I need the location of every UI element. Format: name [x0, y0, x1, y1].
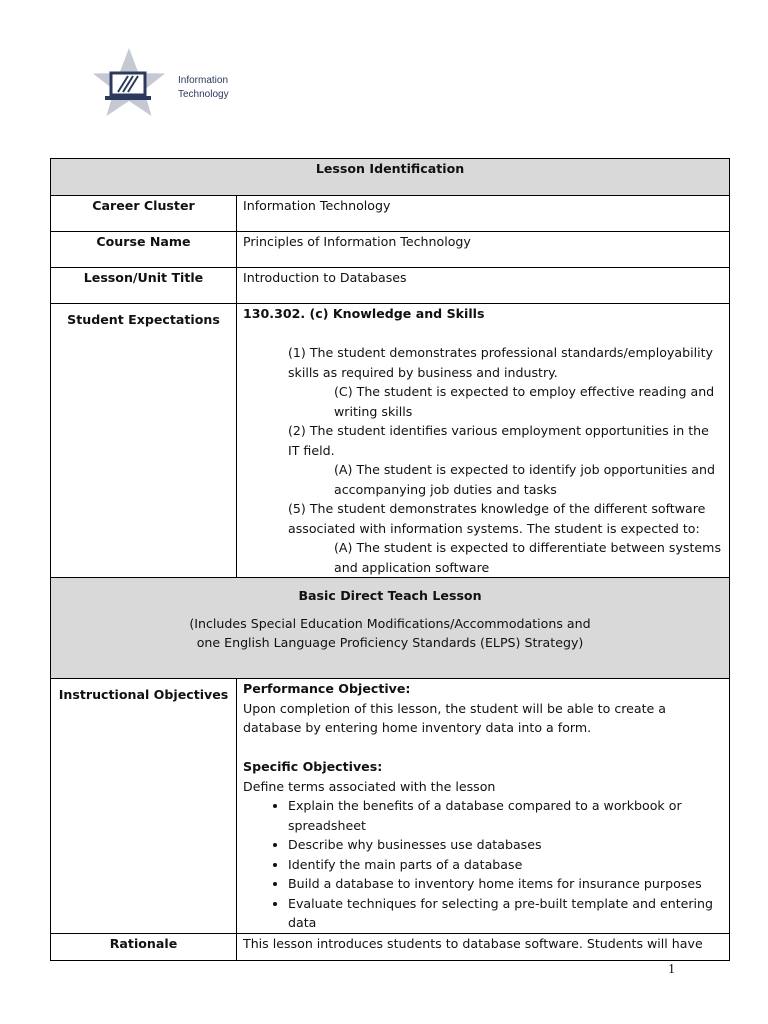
objective-item: • Describe why businesses use databases	[288, 835, 723, 855]
lesson-title-label: Lesson/Unit Title	[51, 268, 237, 304]
expectation-item: (A) The student is expected to differentiate between systems and application software	[334, 540, 721, 575]
objective-item: • Explain the benefits of a database compared to a workbook or spreadsheet	[288, 796, 723, 835]
direct-teach-line-2: one English Language Proficiency Standards (ELPS) Strategy)	[196, 635, 584, 650]
expectation-item: (1) The student demonstrates professional standards/employability skills as required by business and industry.	[288, 345, 713, 380]
student-expectations-content	[237, 304, 730, 578]
objective-item: • Evaluate techniques for selecting a pre-built template and entering data	[288, 894, 723, 933]
course-name-row	[51, 232, 730, 268]
specific-objectives-heading: Specific Objectives:	[243, 759, 383, 774]
objective-item: • Build a database to inventory home items for insurance purposes	[288, 874, 723, 894]
expectation-item: (2) The student identifies various employment opportunities in the IT field.	[288, 423, 709, 458]
career-cluster-label: Career Cluster	[51, 196, 237, 232]
lesson-title-row	[51, 268, 730, 304]
specific-objectives-intro: Define terms associated with the lesson	[243, 778, 496, 794]
career-cluster-row	[51, 196, 730, 232]
instructional-objectives-content	[237, 679, 730, 934]
it-logo	[90, 46, 290, 122]
lesson-title-value: Introduction to Databases	[237, 268, 730, 304]
direct-teach-row	[51, 578, 730, 679]
objective-item: • Identify the main parts of a database	[288, 855, 723, 875]
objectives-list	[243, 796, 723, 933]
expectation-item: (5) The student demonstrates knowledge of the different software associated with information systems. The student is expected to:	[288, 501, 706, 536]
expectations-heading: 130.302. (c) Knowledge and Skills	[243, 306, 485, 321]
lesson-identification-row	[51, 159, 730, 196]
career-cluster-value: Information Technology	[237, 196, 730, 232]
performance-objective-heading: Performance Objective:	[243, 681, 411, 696]
expectation-item: (A) The student is expected to identify job opportunities and accompanying job duties and tasks	[334, 462, 716, 497]
instructional-objectives-row	[51, 679, 730, 934]
logo-line-2: Technology	[178, 89, 229, 100]
logo-line-1: Information	[178, 75, 229, 86]
star-laptop-icon	[90, 46, 170, 122]
expectation-item: (C) The student is expected to employ effective reading and writing skills	[334, 384, 715, 419]
lesson-table	[50, 158, 730, 961]
student-expectations-label: Student Expectations	[51, 304, 237, 578]
direct-teach-title: Basic Direct Teach Lesson	[298, 588, 482, 603]
rationale-text: This lesson introduces students to database software. Students will have	[237, 933, 730, 960]
direct-teach-header	[51, 578, 730, 679]
rationale-row	[51, 933, 730, 960]
course-name-label: Course Name	[51, 232, 237, 268]
logo-text	[178, 74, 229, 102]
lesson-identification-header: Lesson Identification	[51, 159, 730, 196]
rationale-label: Rationale	[51, 933, 237, 960]
course-name-value: Principles of Information Technology	[237, 232, 730, 268]
page-number: 1	[668, 962, 675, 977]
instructional-objectives-label: Instructional Objectives	[51, 679, 237, 934]
student-expectations-row	[51, 304, 730, 578]
performance-objective-text: Upon completion of this lesson, the student will be able to create a database by entering home inventory data into a form.	[243, 700, 667, 735]
direct-teach-line-1: (Includes Special Education Modifications/Accommodations and	[189, 615, 591, 631]
